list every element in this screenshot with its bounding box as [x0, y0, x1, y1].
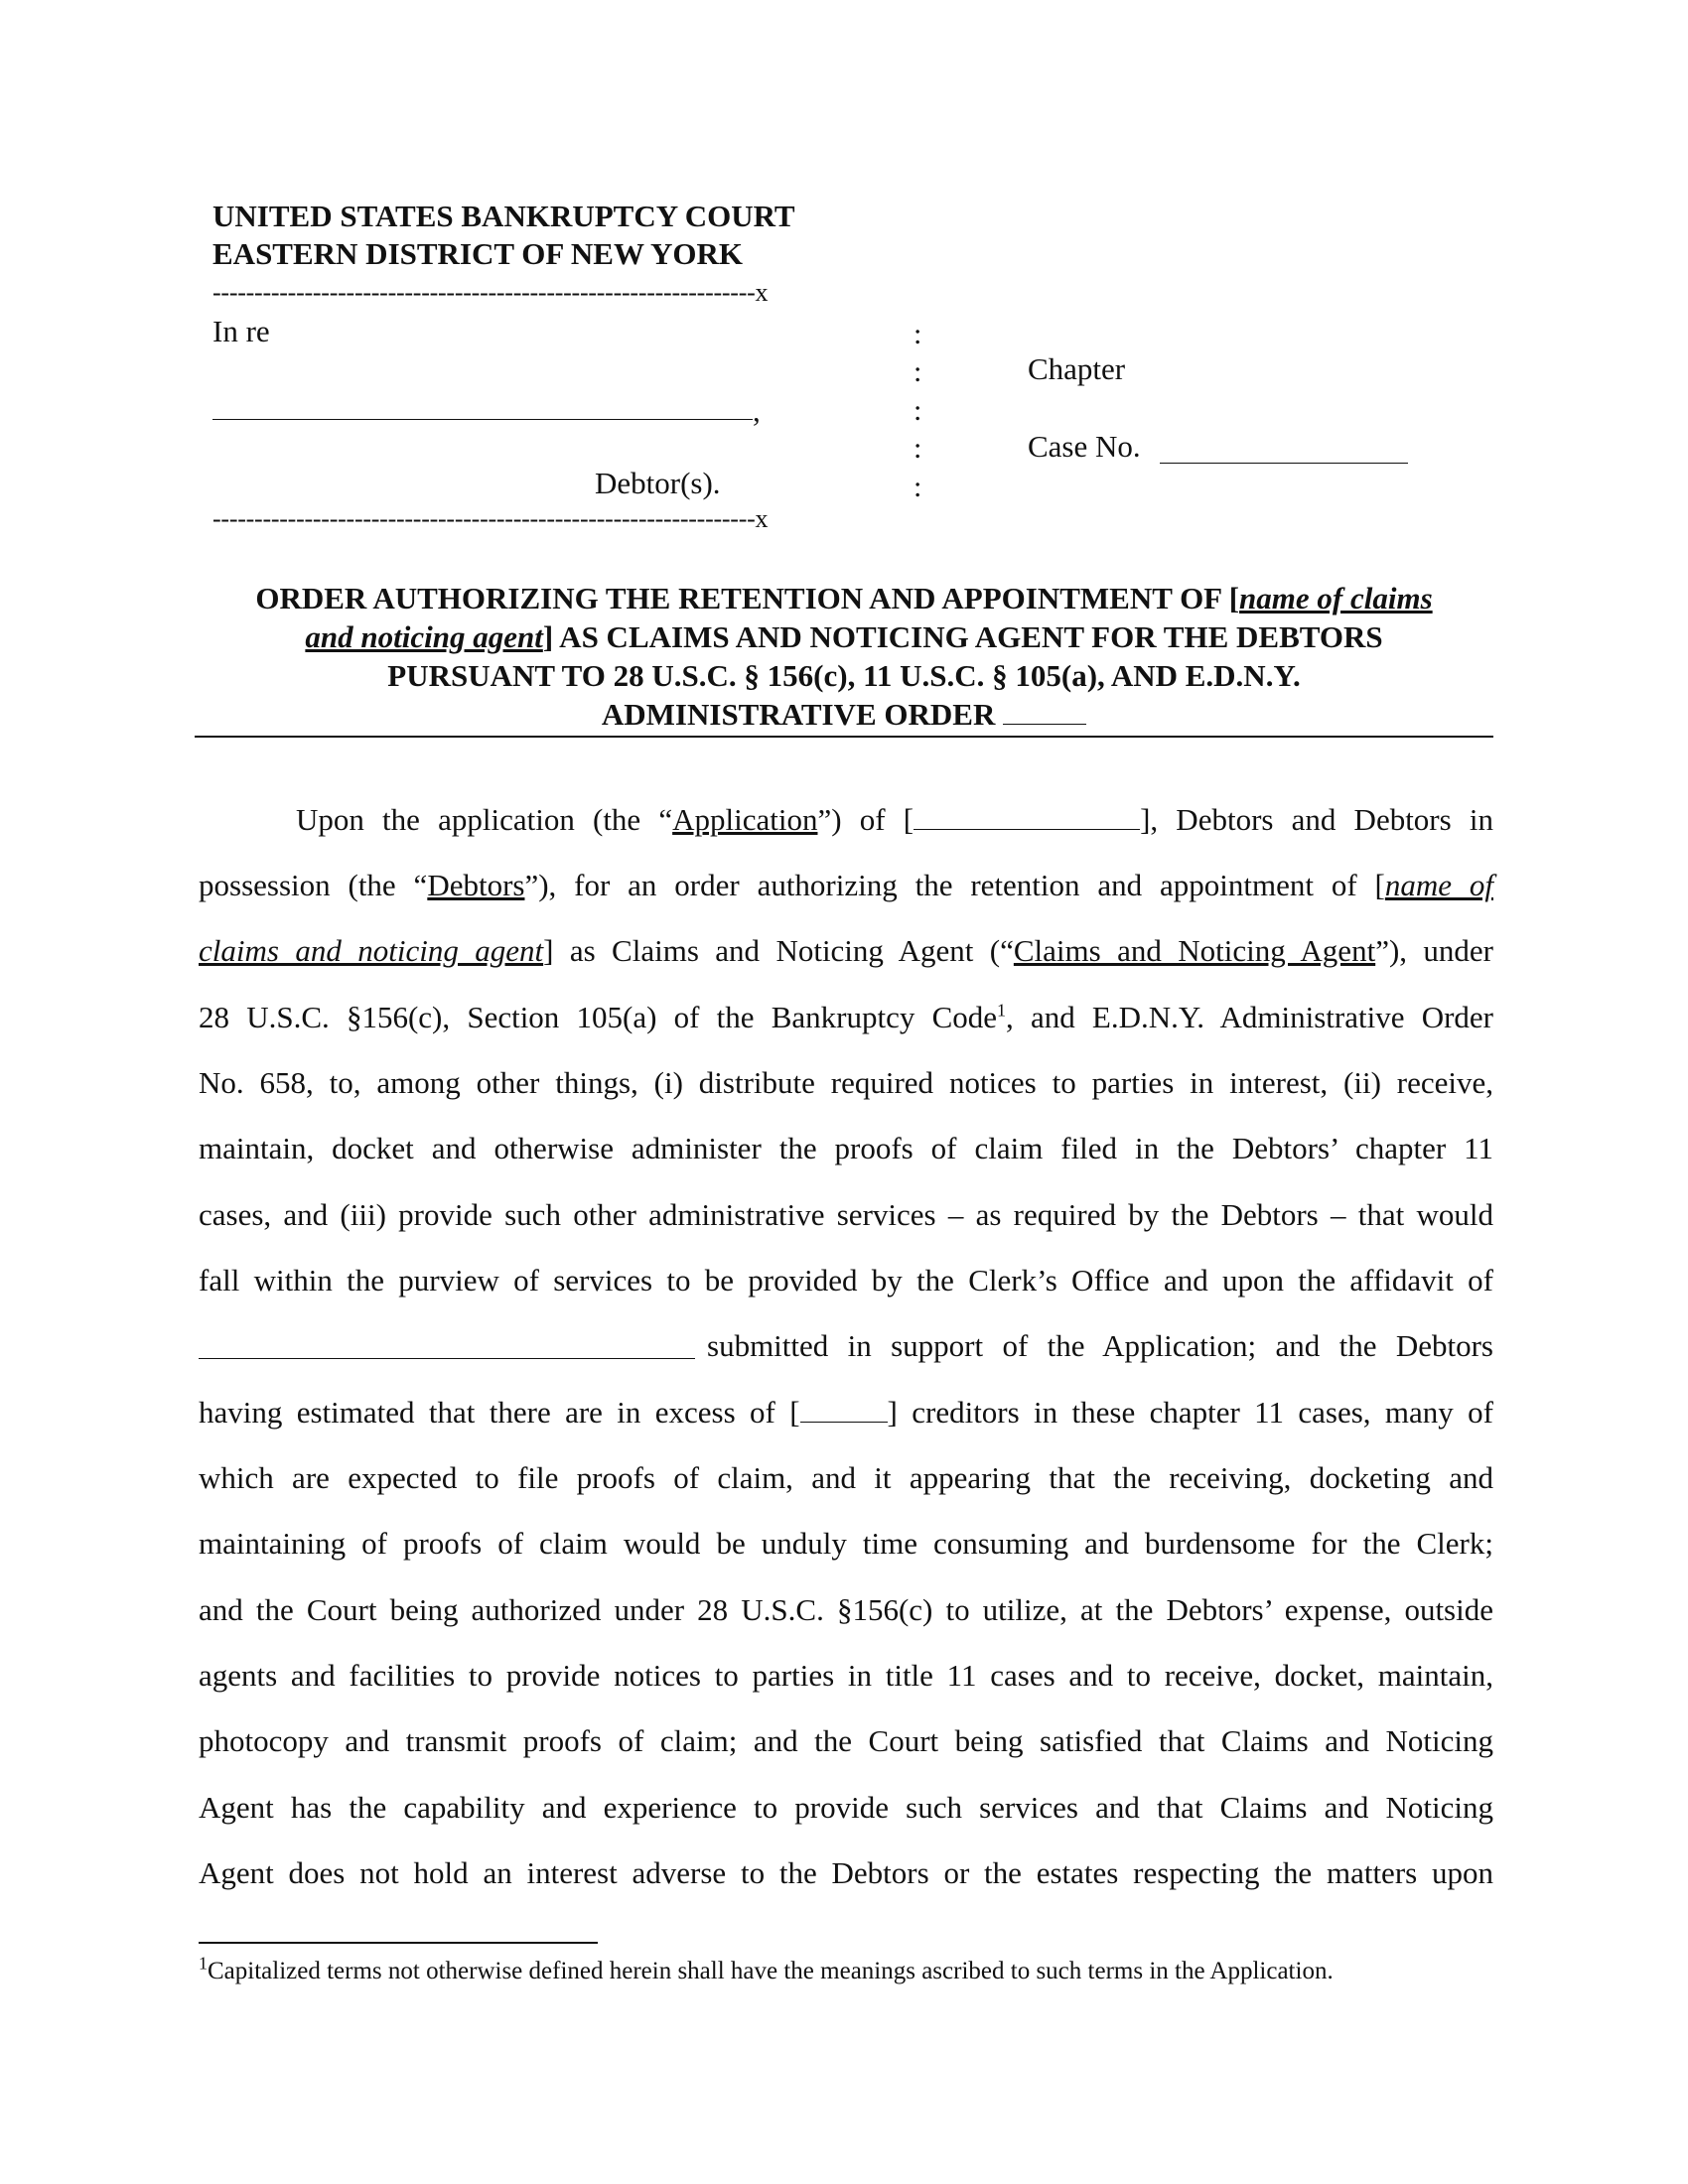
court-district: EASTERN DISTRICT OF NEW YORK — [212, 236, 744, 271]
body-line: photocopy and transmit proofs of claim; and the Court being satisfied that Claims and Noticing — [199, 1723, 1493, 1758]
chapter-label: Chapter — [1028, 351, 1126, 386]
debtor-name-comma: , — [753, 393, 761, 428]
body-line: and the Court being authorized under 28 U.S.C. §156(c) to utilize, at the Debtors’ expense, outside — [199, 1592, 1493, 1627]
in-re-label: In re — [212, 314, 270, 348]
caption-colon: : — [914, 355, 922, 388]
caption-colon: : — [914, 471, 922, 503]
agent-name-placeholder: and noticing agent — [305, 619, 543, 654]
body-line: maintain, docket and otherwise administer the proofs of claim filed in the Debtors’ chapter 11 — [199, 1131, 1493, 1165]
agent-name-placeholder: name of claims — [1239, 581, 1433, 615]
caption-colon: : — [914, 394, 922, 427]
admin-order-blank — [1003, 698, 1086, 725]
body-line: Upon the application (the “Application”) of [ ], Debtors and Debtors in — [296, 802, 1493, 837]
body-line: No. 658, to, among other things, (i) distribute required notices to parties in interest, (ii) receive, — [199, 1065, 1493, 1100]
body-line: fall within the purview of services to be provided by the Clerk’s Office and upon the affidavit of — [199, 1263, 1493, 1297]
applicant-blank — [914, 803, 1140, 830]
case-no-label: Case No. — [1028, 429, 1141, 464]
caption-top-rule: -----------------------------------------------------------------x — [212, 278, 769, 307]
footnote-rule — [199, 1942, 598, 1944]
court-name: UNITED STATES BANKRUPTCY COURT — [212, 199, 795, 233]
affiant-blank — [199, 1348, 695, 1359]
body-line: Agent does not hold an interest adverse to the Debtors or the estates respecting the matters upon — [199, 1855, 1493, 1890]
body-line: maintaining of proofs of claim would be unduly time consuming and burdensome for the Clerk; — [199, 1526, 1493, 1561]
body-line: Agent has the capability and experience to provide such services and that Claims and Noticing — [199, 1790, 1493, 1825]
caption-bottom-rule: -----------------------------------------------------------------x — [212, 504, 769, 533]
footnote — [199, 1953, 1334, 1985]
body-line: having estimated that there are in excess of [ ] creditors in these chapter 11 cases, many of — [199, 1395, 1493, 1430]
body-line: possession (the “Debtors”), for an order authorizing the retention and appointment of [name of — [199, 868, 1493, 902]
caption-colon: : — [914, 432, 922, 465]
debtors-label: Debtor(s). — [595, 466, 721, 500]
case-no-blank — [1160, 437, 1408, 464]
footnote-reference: 1 — [997, 1000, 1006, 1021]
body-line: agents and facilities to provide notices to parties in title 11 cases and to receive, docket, maintain, — [199, 1658, 1493, 1693]
body-line: which are expected to file proofs of claim, and it appearing that the receiving, docketing and — [199, 1460, 1493, 1495]
creditor-count-blank — [800, 1396, 888, 1423]
body-line: claims and noticing agent] as Claims and Noticing Agent (“Claims and Noticing Agent”), under — [199, 933, 1493, 968]
caption-colon: : — [914, 318, 922, 350]
footnote-mark: 1 — [199, 1953, 208, 1974]
body-line: 28 U.S.C. §156(c), Section 105(a) of the Bankruptcy Code$^1$, and E.D.N.Y. Administrative Order — [199, 1000, 1493, 1034]
body-line: submitted in support of the Application; and the Debtors — [707, 1328, 1493, 1363]
body-line: cases, and (iii) provide such other administrative services – as required by the Debtors – that would — [199, 1197, 1493, 1232]
debtor-name-blank — [212, 393, 753, 420]
order-title: ORDER AUTHORIZING THE RETENTION AND APPOINTMENT OF [name of claims and noticing agent] AS CLAIMS AND NOTICING AGENT FOR THE DEBTORS PURSUANT TO 28 U.S.C. § 156(c), 11 U.S.C. § 105(a), AND E.D.N.Y. ADMINISTRATIVE ORDER — [195, 579, 1493, 738]
footnote-text: Capitalized terms not otherwise defined herein shall have the meanings ascribed to such terms in the Application. — [208, 1958, 1334, 1984]
